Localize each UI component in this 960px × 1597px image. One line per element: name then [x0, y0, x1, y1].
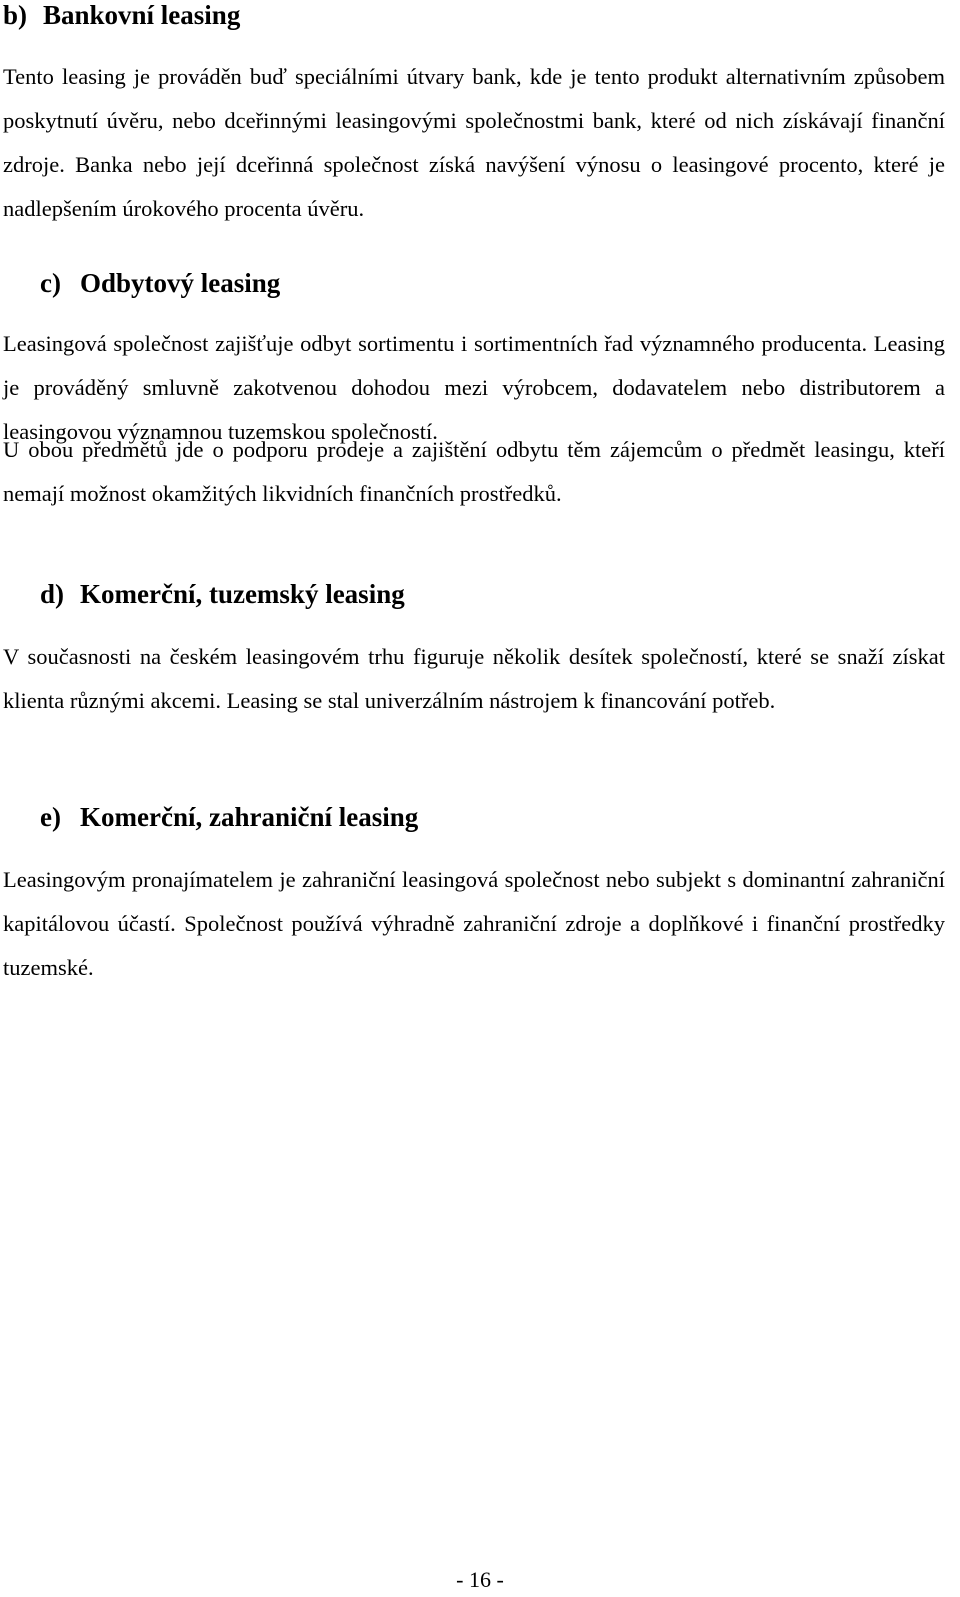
section-heading-odbytovy-leasing — [40, 268, 280, 298]
page-number: - 16 - — [456, 1567, 504, 1592]
paragraph-komercni-tuzemsky-leasing: V současnosti na českém leasingovém trhu figuruje několik desítek společností, které se snaží získat klienta různými akcemi. Leasing se stal univerzálním nástrojem k financování potřeb. — [3, 644, 945, 713]
paragraph-bankovni-leasing: Tento leasing je prováděn buď speciálními útvary bank, kde je tento produkt alternativním způsobem poskytnutí úvěru, nebo dceřinnými leasingovými společnostmi bank, které od nich získávají finanční zdroje. Banka nebo její dceřinná společnost získá navýšení výnosu o leasingové procento, které je nadlepšením úrokového procenta úvěru. — [3, 64, 945, 221]
section-heading-bankovni-leasing — [3, 0, 240, 30]
paragraph-odbytovy-leasing-2: U obou předmětů jde o podporu prodeje a zajištění odbytu těm zájemcům o předmět leasingu, kteří nemají možnost okamžitých likvidních finančních prostředků. — [3, 437, 945, 506]
section-heading-komercni-tuzemsky-leasing — [40, 579, 405, 609]
section-letter: c) — [40, 268, 61, 298]
section-title: Odbytový leasing — [80, 268, 281, 298]
paragraph-odbytovy-leasing-1: Leasingová společnost zajišťuje odbyt sortimentu i sortimentních řad významného producenta. Leasing je prováděný smluvně zakotvenou dohodou mezi výrobcem, dodavatelem nebo distributorem a leasingovou významnou tuzemskou společností. — [3, 331, 945, 444]
section-title: Komerční, zahraniční leasing — [80, 802, 419, 832]
section-letter: b) — [3, 0, 28, 30]
section-heading-komercni-zahranicni-leasing — [40, 802, 418, 832]
section-title: Komerční, tuzemský leasing — [80, 579, 405, 609]
section-title: Bankovní leasing — [43, 0, 241, 30]
section-letter: e) — [40, 802, 61, 832]
section-letter: d) — [40, 579, 65, 609]
paragraph-komercni-zahranicni-leasing: Leasingovým pronajímatelem je zahraniční leasingová společnost nebo subjekt s dominantní zahraniční kapitálovou účastí. Společnost používá výhradně zahraniční zdroje a doplňkové i finanční prostředky tuzemské. — [3, 867, 945, 980]
